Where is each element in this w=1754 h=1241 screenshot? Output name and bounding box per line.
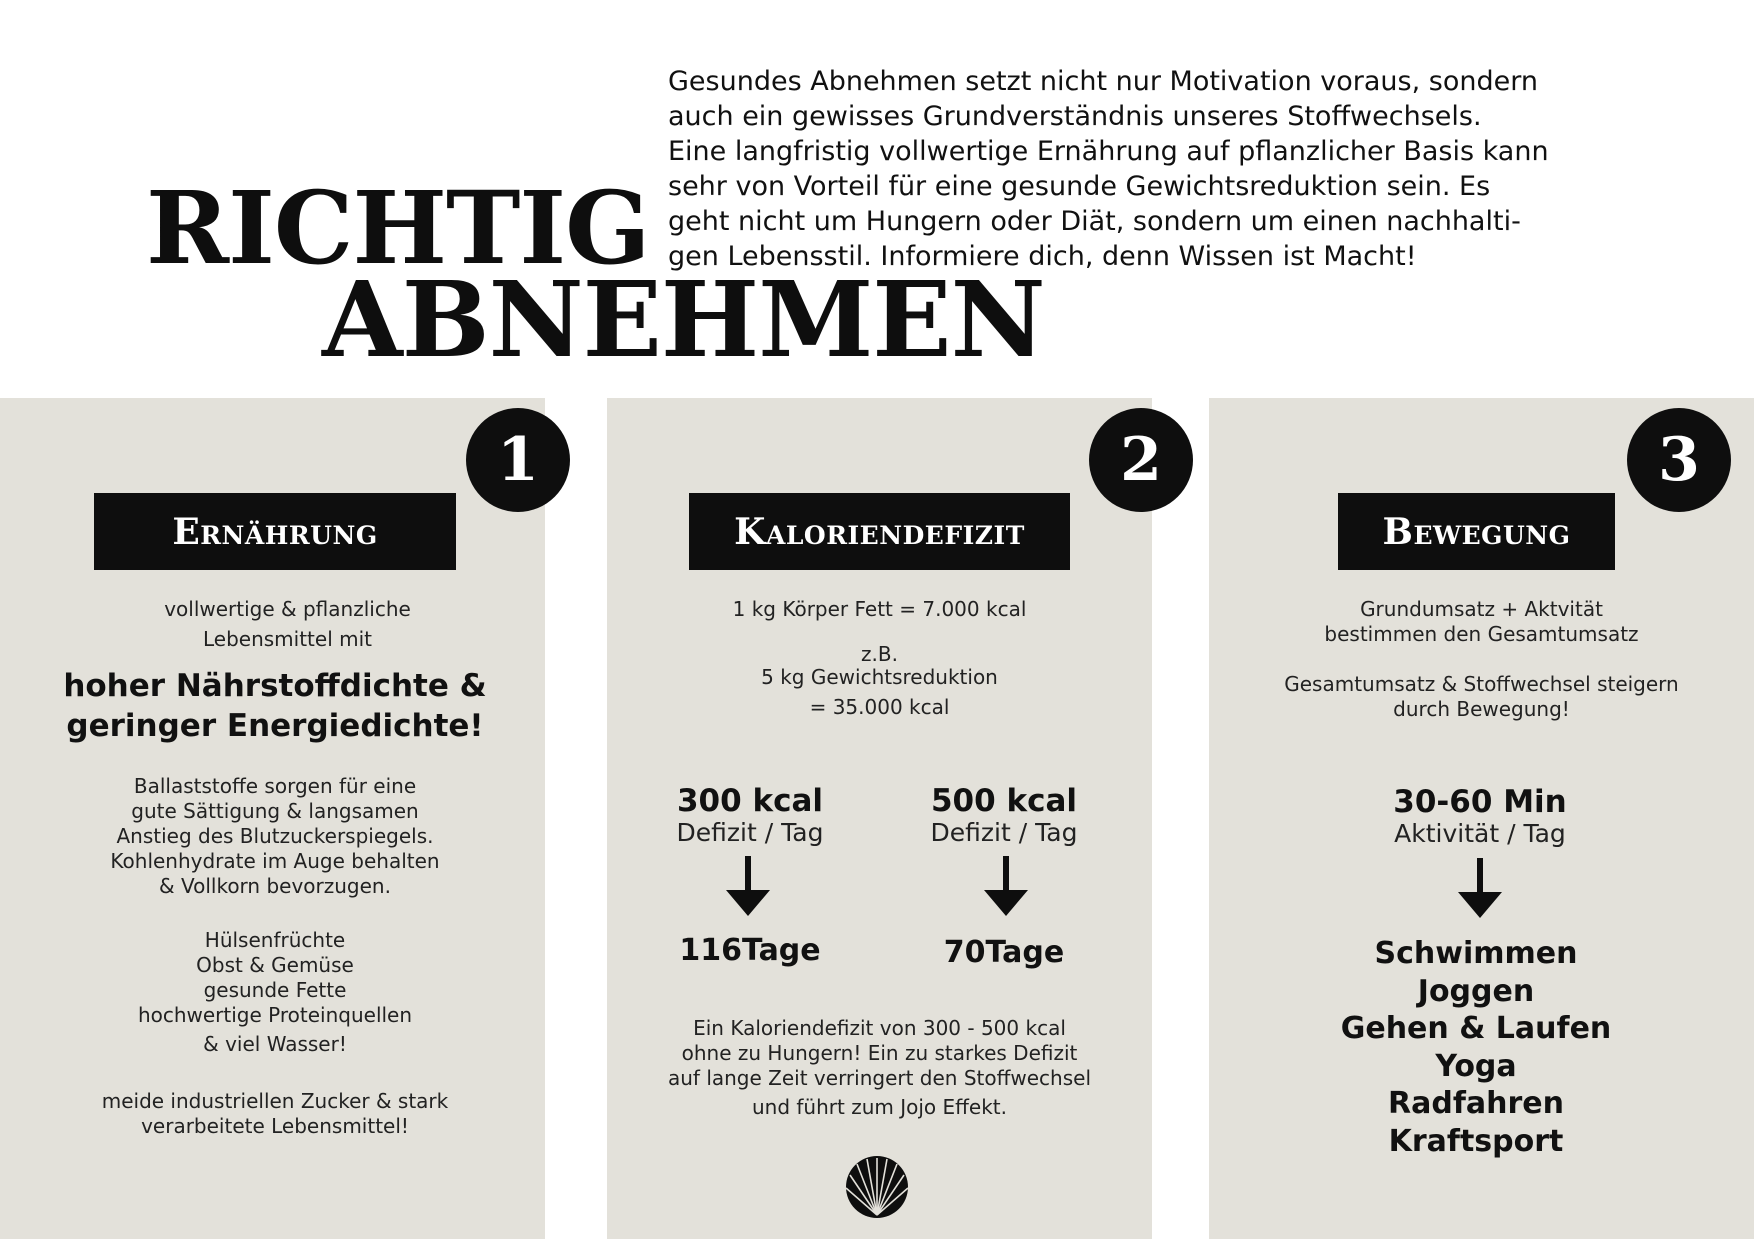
text-line: gute Sättigung & langsamen (131, 799, 419, 823)
text-line: vollwertige & pflanzliche (164, 597, 411, 621)
activity-item: Joggen (1417, 973, 1535, 1009)
nutrition-highlight (0, 666, 550, 746)
number-badge-1: 1 (466, 408, 570, 512)
food-item: hochwertige Proteinquellen (137, 1003, 413, 1027)
intro-paragraph (668, 64, 1748, 274)
text-line: Grundumsatz + Aktvität (1360, 597, 1603, 621)
text-line: bestimmen den Gesamtumsatz (1324, 622, 1639, 646)
text-line: Anstieg des Blutzuckerspiegels. (116, 824, 434, 848)
heading-ernaehrung: Ernährung (94, 493, 456, 570)
intro-line: sehr von Vorteil für eine gesunde Gewichtsreduktion sein. Es (668, 171, 1491, 202)
highlight-line: hoher Nährstoffdichte & (63, 668, 487, 704)
shell-logo-icon (845, 1155, 909, 1219)
deficit-unit: Defizit / Tag (930, 818, 1078, 847)
highlight-line: geringer Energiedichte! (66, 708, 484, 744)
activity-item: Schwimmen (1374, 936, 1578, 971)
result-116-days: 116Tage (679, 933, 821, 968)
intro-line: Gesundes Abnehmen setzt nicht nur Motivation voraus, sondern (668, 66, 1538, 97)
metabolism-text (1209, 597, 1754, 647)
deficit-amount: 300 kcal (676, 783, 824, 819)
number-badge-2: 2 (1089, 408, 1193, 512)
fiber-text (0, 774, 550, 899)
activity-item: Yoga (1435, 1048, 1517, 1084)
food-item: Obst & Gemüse (196, 953, 354, 977)
text-line: & Vollkorn bevorzugen. (159, 874, 391, 898)
text-line: Kohlenhydrate im Auge behalten (110, 849, 440, 873)
text-line: Gesamtumsatz & Stoffwechsel steigern (1284, 672, 1679, 696)
text-line: meide industriellen Zucker & stark (101, 1089, 449, 1113)
activity-duration (1330, 785, 1630, 849)
deficit-amount: 500 kcal (930, 783, 1078, 819)
activity-item: Gehen & Laufen (1340, 1011, 1612, 1046)
movement-text (1209, 672, 1754, 722)
fat-fact: 1 kg Körper Fett = 7.000 kcal (732, 597, 1027, 621)
food-item: gesunde Fette (203, 978, 347, 1002)
arrow-down-icon (984, 856, 1028, 916)
food-item: & viel Wasser! (203, 1032, 347, 1056)
intro-line: Eine langfristig vollwertige Ernährung auf pflanzlicher Basis kann (668, 136, 1549, 167)
result-70-days: 70Tage (943, 935, 1065, 970)
heading-bewegung: Bewegung (1338, 493, 1615, 570)
scenario-500 (854, 784, 1154, 848)
text-line: = 35.000 kcal (809, 695, 950, 719)
heading-kaloriendefizit: Kaloriendefizit (689, 493, 1070, 570)
text-line: und führt zum Jojo Effekt. (751, 1095, 1008, 1119)
intro-line: geht nicht um Hungern oder Diät, sondern um einen nachhalti- (668, 206, 1521, 237)
example-text (607, 642, 1152, 720)
activity-item: Kraftsport (1388, 1123, 1564, 1159)
arrow-down-icon (726, 856, 770, 916)
text-line: ohne zu Hungern! Ein zu starkes Defizit (681, 1041, 1078, 1065)
intro-line: auch ein gewisses Grundverständnis unseres Stoffwechsels. (668, 101, 1482, 132)
deficit-unit: Defizit / Tag (676, 818, 824, 847)
avoid-text (0, 1089, 550, 1139)
food-item: Hülsenfrüchte (204, 928, 346, 952)
activity-list (1326, 935, 1626, 1160)
text-line: z.B. (861, 642, 898, 666)
nutrition-intro (0, 597, 575, 652)
text-line: verarbeitete Lebensmittel! (141, 1114, 409, 1138)
food-list (0, 928, 550, 1057)
text-line: Ein Kaloriendefizit von 300 - 500 kcal (693, 1016, 1066, 1040)
arrow-down-icon (1458, 858, 1502, 918)
intro-line: gen Lebensstil. Informiere dich, denn Wissen ist Macht! (668, 241, 1417, 272)
deficit-note (607, 1016, 1152, 1120)
text-line: 5 kg Gewichtsreduktion (761, 665, 998, 689)
activity-unit: Aktivität / Tag (1394, 819, 1566, 848)
text-line: auf lange Zeit verringert den Stoffwechsel (667, 1066, 1092, 1090)
title-line-2: ABNEHMEN (322, 258, 1045, 381)
number-badge-3: 3 (1627, 408, 1731, 512)
text-line: durch Bewegung! (1393, 697, 1570, 721)
title-line-1: RICHTIG (146, 169, 650, 287)
text-line: Lebensmittel mit (202, 627, 372, 651)
activity-amount: 30-60 Min (1393, 784, 1567, 820)
text-line: Ballaststoffe sorgen für eine (133, 774, 417, 798)
activity-item: Radfahren (1388, 1086, 1564, 1121)
